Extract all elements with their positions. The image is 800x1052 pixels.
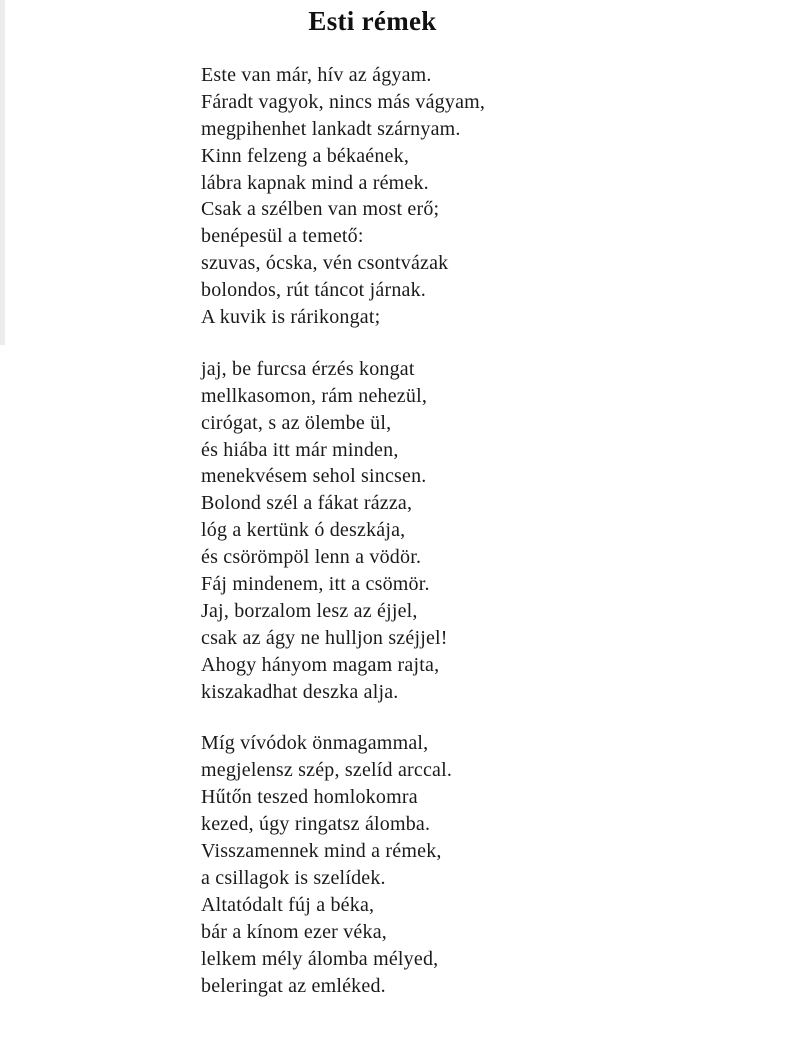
poem-line: lábra kapnak mind a rémek. <box>201 171 429 194</box>
poem-line: és csörömpöl lenn a vödör. <box>201 546 422 569</box>
poem-line: Hűtőn teszed homlokomra <box>201 786 418 809</box>
poem-line: lóg a kertünk ó deszkája, <box>201 519 406 542</box>
poem-line: és hiába itt már minden, <box>201 438 399 461</box>
poem-line: Fáj mindenem, itt a csömör. <box>201 573 430 596</box>
poem-line: bolondos, rút táncot járnak. <box>201 279 426 302</box>
poem-line: kezed, úgy ringatsz álomba. <box>201 813 431 836</box>
poem-line: lelkem mély álomba mélyed, <box>201 947 439 970</box>
poem-line: Bolond szél a fákat rázza, <box>201 492 413 515</box>
poem-line: a csillagok is szelídek. <box>201 866 386 889</box>
poem-line: Altatódalt fúj a béka, <box>201 893 375 916</box>
poem-line: Este van már, hív az ágyam. <box>201 64 432 86</box>
poem-body <box>201 62 761 1024</box>
poem-line: megjelensz szép, szelíd arccal. <box>201 759 453 782</box>
poem-line: Jaj, borzalom lesz az éjjel, <box>201 599 418 622</box>
poem-line: benépesül a temető: <box>201 225 364 248</box>
poem-line: bár a kínom ezer véka, <box>201 920 387 943</box>
poem-line: Kinn felzeng a békaének, <box>201 144 410 167</box>
poem-line: Csak a szélben van most erő; <box>201 198 440 221</box>
poem-line: Míg vívódok önmagammal, <box>201 732 429 755</box>
poem-line: beleringat az emléked. <box>201 974 386 997</box>
poem-line: A kuvik is rárikongat; <box>201 306 381 329</box>
poem-line: Visszamennek mind a rémek, <box>201 840 442 863</box>
poem-title: Esti rémek <box>308 6 437 36</box>
poem-line: szuvas, ócska, vén csontvázak <box>201 252 449 275</box>
poem-line: megpihenhet lankadt szárnyam. <box>201 117 461 140</box>
poem-line: kiszakadhat deszka alja. <box>201 680 399 703</box>
scan-edge-shade <box>0 0 5 345</box>
poem-line: Fáradt vagyok, nincs más vágyam, <box>201 90 486 113</box>
poem-line: csak az ágy ne hulljon széjjel! <box>201 626 448 649</box>
stanza <box>201 62 761 331</box>
stanza <box>201 730 761 999</box>
stanza <box>201 356 761 706</box>
poem-line: menekvésem sehol sincsen. <box>201 465 427 488</box>
poem-line: mellkasomon, rám nehezül, <box>201 384 428 407</box>
poem-line: cirógat, s az ölembe ül, <box>201 411 392 434</box>
poem-line: Ahogy hányom magam rajta, <box>201 653 440 676</box>
poem-line: jaj, be furcsa érzés kongat <box>201 357 415 380</box>
